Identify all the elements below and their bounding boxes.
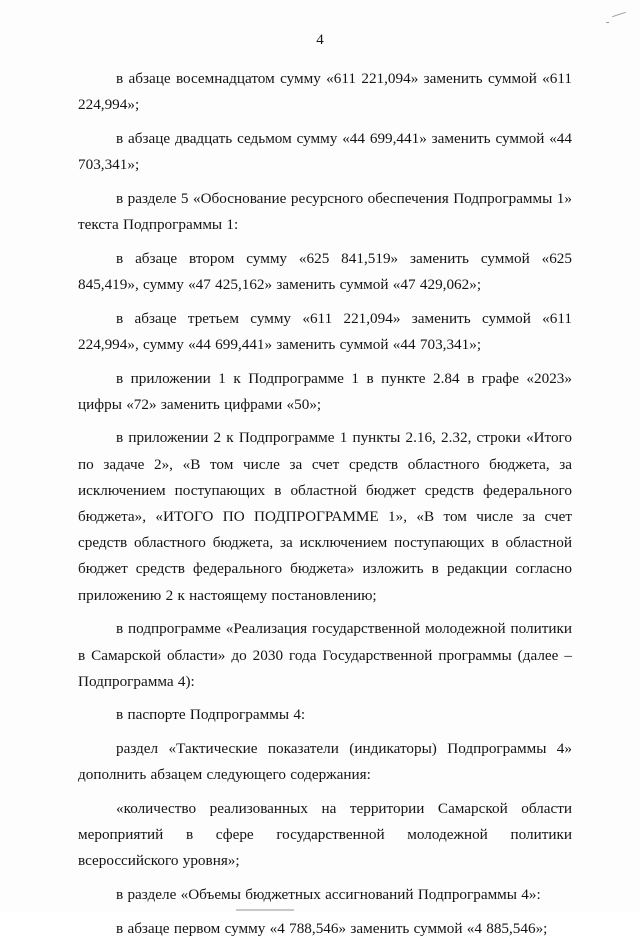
- scan-artifact-mark: [236, 909, 294, 911]
- paragraph: раздел «Тактические показатели (индикаторы) Подпрограммы 4» дополнить абзацем следующего содержания:: [78, 740, 572, 784]
- paragraph: в приложении 2 к Подпрограмме 1 пункты 2.16, 2.32, строки «Итого по задаче 2», «В том числе за счет средств областного бюджета, за исключением поступающих в областной бюджет средств федерального бюджета», «ИТОГО ПО ПОДПРОГРАММЕ 1», «В том числе за счет средств областного бюджета, за исключением поступающих в областной бюджет средств федерального бюджета» изложить в редакции согласно приложению 2 к настоящему постановлению;: [78, 429, 572, 604]
- paragraph: в приложении 1 к Подпрограмме 1 в пункте 2.84 в графе «2023» цифры «72» заменить цифрами «50»;: [78, 369, 572, 413]
- paragraph: в разделе 5 «Обоснование ресурсного обеспечения Подпрограммы 1» текста Подпрограммы 1:: [78, 189, 572, 234]
- paragraph: в абзаце третьем сумму «611 221,094» заменить суммой «611 224,994», сумму «44 699,441» заменить суммой «44 703,341»;: [78, 309, 572, 353]
- document-body: [78, 66, 572, 942]
- paragraph: в подпрограмме «Реализация государственной молодежной политики в Самарской области» до 2030 года Государственной программы (далее – Подпрограмма 4):: [78, 620, 572, 690]
- paragraph: «количество реализованных на территории Самарской области мероприятий в сфере государственной молодежной политики всероссийского уровня»;: [78, 800, 572, 870]
- scan-artifact-mark: [612, 12, 626, 17]
- paragraph: в абзаце первом сумму «4 788,546» заменить суммой «4 885,546»;: [116, 919, 548, 937]
- paragraph: в паспорте Подпрограммы 4:: [116, 706, 306, 724]
- paragraph: в разделе «Объемы бюджетных ассигнований Подпрограммы 4»:: [116, 886, 541, 904]
- paragraph: в абзаце двадцать седьмом сумму «44 699,441» заменить суммой «44 703,341»;: [78, 129, 572, 174]
- page-number: 4: [316, 32, 324, 48]
- paragraph: в абзаце восемнадцатом сумму «611 221,094» заменить суммой «611 224,994»;: [78, 70, 572, 114]
- scan-artifact-mark: [606, 22, 609, 23]
- paragraph: в абзаце втором сумму «625 841,519» заменить суммой «625 845,419», сумму «47 425,162» заменить суммой «47 429,062»;: [78, 249, 572, 293]
